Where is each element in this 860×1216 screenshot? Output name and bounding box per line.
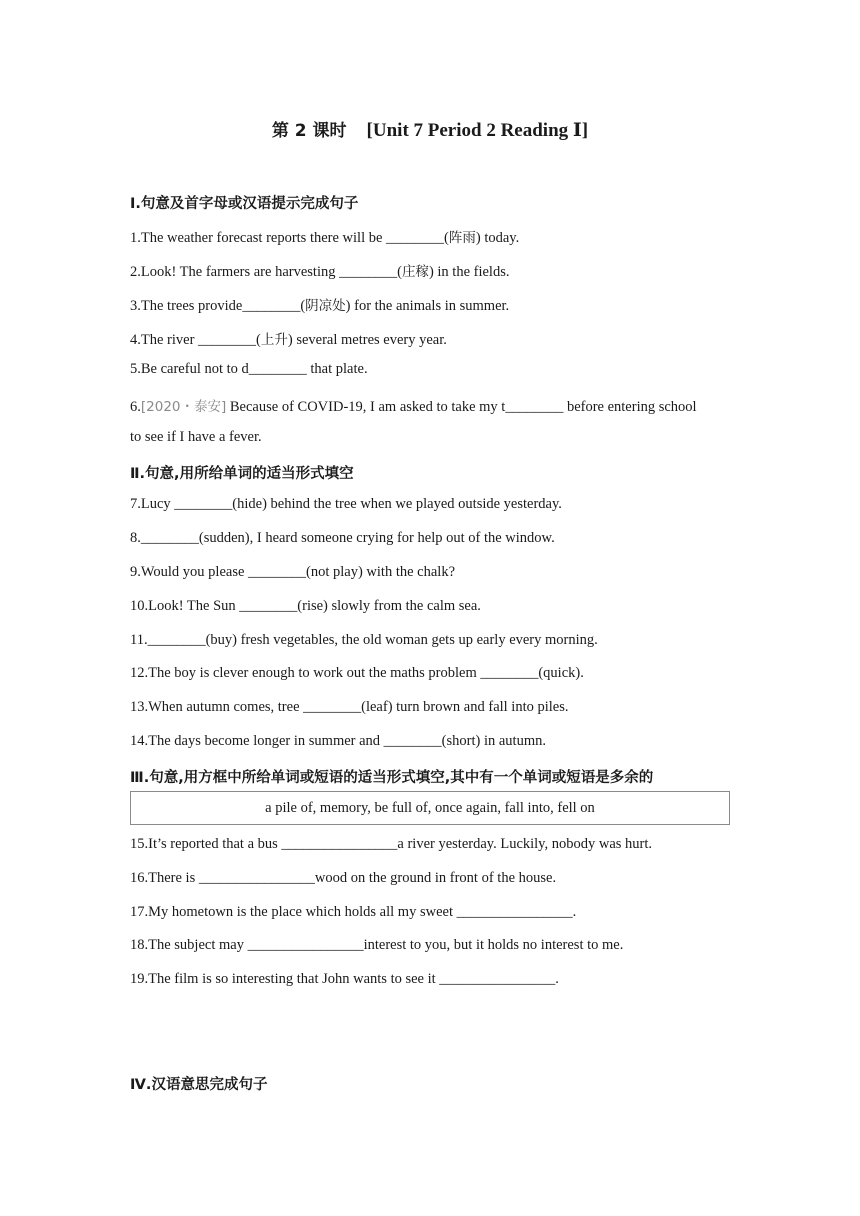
unit-label: [Unit 7 Period 2 Reading Ⅰ] [366,120,589,141]
question-5: 5.Be careful not to d________ that plate. [130,361,368,377]
question-8: 8.________(sudden), I heard someone crying for help out of the window. [130,530,555,546]
question-11: 11.________(buy) fresh vegetables, the old woman gets up early every morning. [130,632,598,648]
question-12: 12.The boy is clever enough to work out the maths problem ________(quick). [130,665,584,681]
question-6-continued: to see if I have a fever. [130,429,262,445]
question-9: 9.Would you please ________(not play) with the chalk? [130,564,456,580]
word-box: a pile of, memory, be full of, once again, fall into, fell on [130,791,730,825]
question-10: 10.Look! The Sun ________(rise) slowly from the calm sea. [130,598,481,614]
page-title [0,116,860,142]
question-16: 16.There is ________________wood on the ground in front of the house. [130,870,557,886]
question-17: 17.My hometown is the place which holds all my sweet ________________. [130,904,577,920]
section-3-heading: Ⅲ.句意,用方框中所给单词或短语的适当形式填空,其中有一个单词或短语是多余的 [130,770,654,786]
question-19: 19.The film is so interesting that John wants to see it ________________. [130,971,559,987]
section-1-heading: Ⅰ.句意及首字母或汉语提示完成句子 [130,196,359,212]
question-2: 2.Look! The farmers are harvesting ________(庄稼) in the fields. [130,264,510,280]
lesson-number: 第 2 课时 [271,121,347,141]
question-6: 6.[2020・泰安] Because of COVID-19, I am asked to take my t________ before entering school [130,399,697,415]
question-7: 7.Lucy ________(hide) behind the tree when we played outside yesterday. [130,496,562,512]
question-1: 1.The weather forecast reports there will be ________(阵雨) today. [130,230,520,246]
source-tag: [2020・泰安] [140,399,227,415]
section-4-heading: Ⅳ.汉语意思完成句子 [130,1077,268,1093]
question-4: 4.The river ________(上升) several metres every year. [130,332,447,348]
question-13: 13.When autumn comes, tree ________(leaf) turn brown and fall into piles. [130,699,569,715]
question-14: 14.The days become longer in summer and ________(short) in autumn. [130,733,546,749]
section-2-heading: Ⅱ.句意,用所给单词的适当形式填空 [130,466,354,482]
question-15: 15.It’s reported that a bus ________________a river yesterday. Luckily, nobody was hurt. [130,836,653,852]
question-3: 3.The trees provide________(阴凉处) for the animals in summer. [130,298,510,314]
question-18: 18.The subject may ________________interest to you, but it holds no interest to me. [130,937,624,953]
